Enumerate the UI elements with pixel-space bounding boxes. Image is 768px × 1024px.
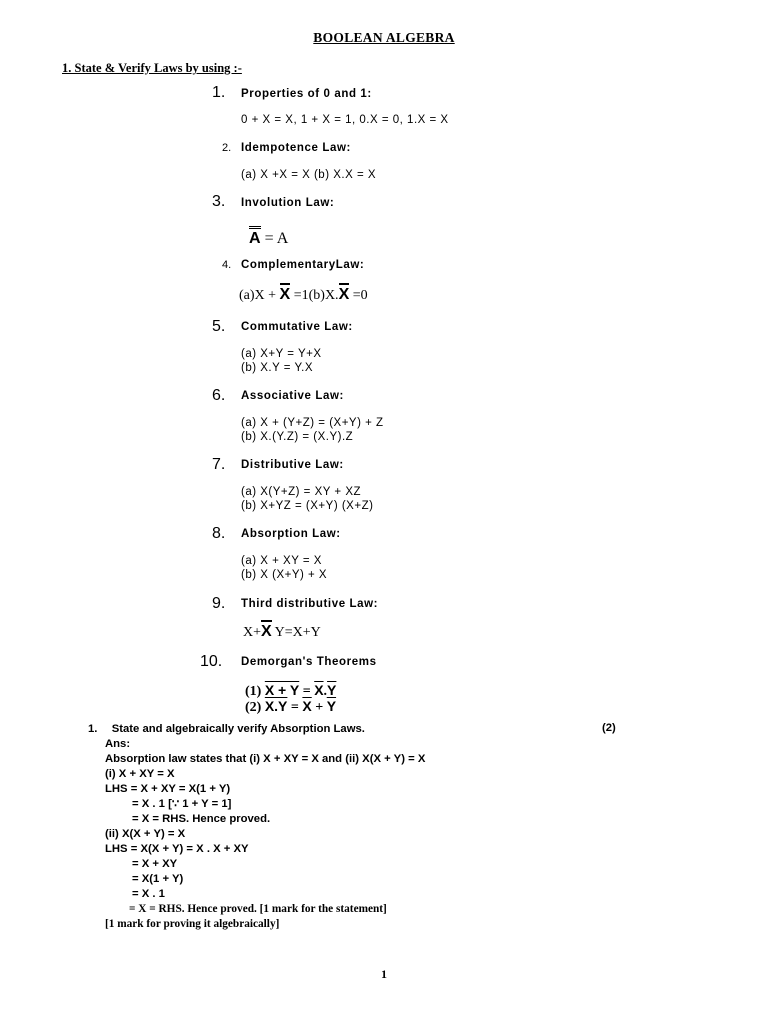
answer-line: = X . 1 — [132, 888, 165, 900]
law-equation: (a) X(Y+Z) = XY + XZ — [241, 486, 362, 498]
law-heading: Distributive Law: — [241, 459, 344, 471]
law-heading: Involution Law: — [241, 197, 335, 209]
law-number: 8. — [212, 525, 226, 542]
question-line — [88, 722, 425, 737]
question-marks: (2) — [602, 722, 616, 734]
law-number: 10. — [200, 653, 223, 670]
law-number: 4. — [222, 259, 232, 271]
answer-line: = X = RHS. Hence proved. [1 mark for the statement] — [129, 903, 387, 915]
demorgan-line-1: (1) $X + Y = \overline{X}.\overline{Y}$ — [245, 682, 337, 699]
answer-line: = X + XY — [132, 858, 178, 870]
law-equation: (b) X.Y = Y.X — [241, 362, 314, 374]
answer-line: Absorption law states that (i) X + XY = X and (ii) X(X + Y) = X — [105, 753, 426, 765]
law-equation: (a) X+Y = Y+X — [241, 348, 322, 360]
question-text: State and algebraically verify Absorption Laws. — [111, 723, 365, 735]
law-heading: Associative Law: — [241, 390, 344, 402]
answer-line: [1 mark for proving it algebraically] — [105, 918, 280, 930]
law-heading: Absorption Law: — [241, 528, 341, 540]
third-distributive-equation: X+X Y=X+Y — [243, 624, 321, 641]
complementary-equation: (a)X + X =1(b)X.X =0 — [239, 287, 368, 304]
law-equation: (b) X (X+Y) + X — [241, 569, 328, 581]
answer-line: (ii) X(X + Y) = X — [105, 828, 186, 840]
page-title: BOOLEAN ALGEBRA — [313, 30, 455, 45]
demorgan-equations — [245, 683, 336, 715]
law-equation: (b) X.(Y.Z) = (X.Y).Z — [241, 431, 354, 443]
law-heading: Commutative Law: — [241, 321, 353, 333]
law-number: 3. — [212, 193, 226, 210]
law-equation: (a) X +X = X (b) X.X = X — [241, 169, 377, 181]
law-equation: 0 + X = X, 1 + X = 1, 0.X = 0, 1.X = X — [241, 114, 449, 126]
law-heading: Demorgan's Theorems — [241, 656, 377, 668]
involution-equation: A = A — [249, 226, 288, 248]
demorgan-line-2: (2) $X.Y = \overline{X} + \overline{Y}$ — [245, 698, 337, 715]
answer-line: = X . 1 [∵ 1 + Y = 1] — [132, 798, 232, 810]
law-heading: ComplementaryLaw: — [241, 259, 365, 271]
answer-line: (i) X + XY = X — [105, 768, 175, 780]
answer-line: = X(1 + Y) — [132, 873, 184, 885]
law-equation: (a) X + XY = X — [241, 555, 322, 567]
question-block — [88, 722, 425, 932]
section-heading: 1. State & Verify Laws by using :- — [62, 61, 242, 75]
law-equation: (b) X+YZ = (X+Y) (X+Z) — [241, 500, 374, 512]
law-number: 1. — [212, 84, 226, 101]
answer-line: LHS = X + XY = X(1 + Y) — [105, 783, 231, 795]
answer-line: LHS = X(X + Y) = X . X + XY — [105, 843, 249, 855]
law-equation: (a) X + (Y+Z) = (X+Y) + Z — [241, 417, 384, 429]
law-heading: Properties of 0 and 1: — [241, 88, 372, 100]
law-number: 9. — [212, 595, 226, 612]
law-number: 6. — [212, 387, 226, 404]
answer-line: = X = RHS. Hence proved. — [132, 813, 271, 825]
law-number: 2. — [222, 142, 232, 154]
law-heading: Idempotence Law: — [241, 142, 351, 154]
law-number: 7. — [212, 456, 226, 473]
law-heading: Third distributive Law: — [241, 598, 379, 610]
question-number: 1. — [88, 723, 98, 735]
page-number: 1 — [381, 967, 387, 981]
law-number: 5. — [212, 318, 226, 335]
answer-line: Ans: — [105, 738, 131, 750]
